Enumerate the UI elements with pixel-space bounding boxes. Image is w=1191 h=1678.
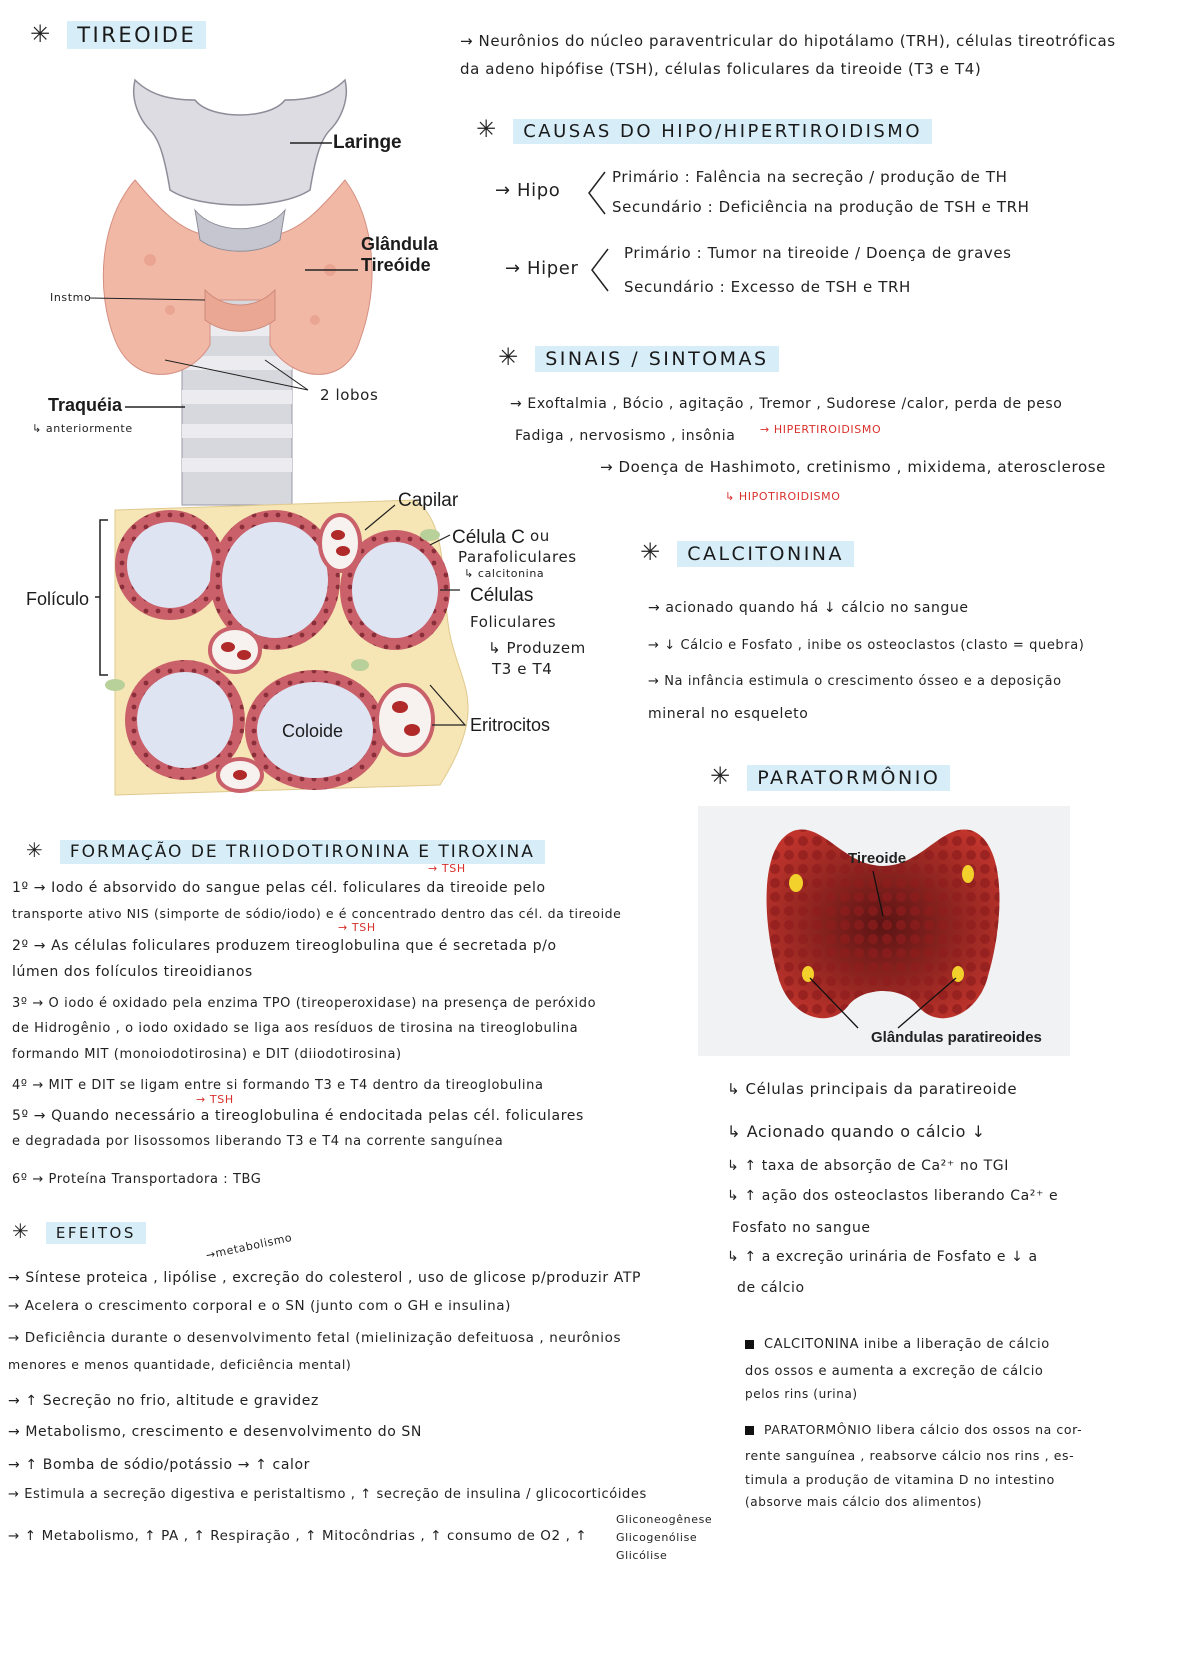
sinais-hipo-tag: ↳ HIPOTIROIDISMO xyxy=(725,490,841,503)
asterisk-icon: ✳ xyxy=(710,762,731,790)
note-calcitonina: CALCITONINA inibe a liberação de cálcio xyxy=(745,1337,1050,1352)
efeitos-line-2: → Acelera o crescimento corporal e o SN (junto com o GH e insulina) xyxy=(8,1298,511,1314)
efeitos-line-4: → ↑ Secreção no frio, altitude e gravidez xyxy=(8,1393,319,1409)
label-glandula: Glândula xyxy=(361,234,439,254)
label-img-paratireoides: Glândulas paratireoides xyxy=(871,1029,1042,1046)
label-celula-c: Célula C xyxy=(452,527,525,548)
tireoide-title: TIREOIDE xyxy=(67,21,206,49)
causas-hiper-primario: Primário : Tumor na tireoide / Doença de graves xyxy=(624,244,1012,262)
note-calcitonina-2: dos ossos e aumenta a excreção de cálcio xyxy=(745,1364,1044,1379)
label-laringe: Laringe xyxy=(333,132,402,153)
formacao-tsh-2: → TSH xyxy=(338,921,376,934)
note-paratormonio-3: timula a produção de vitamina D no intestino xyxy=(745,1472,1055,1487)
efeitos-line-7: → Estimula a secreção digestiva e peristaltismo , ↑ secreção de insulina / glicocorticóides xyxy=(8,1487,647,1502)
formacao-tsh-3: → TSH xyxy=(196,1093,234,1106)
formacao-step-6: 6º → Proteína Transportadora : TBG xyxy=(12,1172,262,1187)
calcitonina-line-1: → acionado quando há ↓ cálcio no sangue xyxy=(648,600,969,616)
efeitos-title: EFEITOS xyxy=(46,1222,146,1244)
calcitonina-line-2: → ↓ Cálcio e Fosfato , inibe os osteoclastos (clasto = quebra) xyxy=(648,638,1085,653)
section-causas-header xyxy=(476,115,932,144)
formacao-step-4: 4º → MIT e DIT se ligam entre si formando T3 e T4 dentro da tireoglobulina xyxy=(12,1078,544,1093)
formacao-step-3c: formando MIT (monoiodotirosina) e DIT (diiodotirosina) xyxy=(12,1047,402,1062)
formacao-step-3b: de Hidrogênio , o iodo oxidado se liga aos resíduos de tirosina na tireoglobulina xyxy=(12,1021,579,1036)
causas-hipo: → Hipo xyxy=(495,180,561,201)
efeitos-line-6: → ↑ Bomba de sódio/potássio → ↑ calor xyxy=(8,1457,311,1473)
causas-hipo-secundario: Secundário : Deficiência na produção de TSH e TRH xyxy=(612,198,1030,216)
asterisk-icon: ✳ xyxy=(476,115,497,143)
section-tireoide-header xyxy=(30,20,206,49)
label-ou: ou xyxy=(530,527,550,545)
asterisk-icon: ✳ xyxy=(498,343,519,371)
paratormonio-line-5: Fosfato no sangue xyxy=(732,1220,871,1236)
brace-hipo xyxy=(585,168,607,218)
calcitonina-title: CALCITONINA xyxy=(677,541,854,567)
note-paratormonio-2: rente sanguínea , reabsorve cálcio nos rins , es- xyxy=(745,1448,1075,1463)
efeitos-line-3b: menores e menos quantidade, deficiência mental) xyxy=(8,1357,352,1372)
efeitos-line-8: → ↑ Metabolismo, ↑ PA , ↑ Respiração , ↑ Mitocôndrias , ↑ consumo de O2 , ↑ xyxy=(8,1528,588,1544)
label-tireoide: Tireóide xyxy=(361,255,431,275)
intro-line-2: da adeno hipófise (TSH), células foliculares da tireoide (T3 e T4) xyxy=(460,60,982,78)
label-anteriormente: ↳ anteriormente xyxy=(32,422,133,435)
formacao-step-2a: 2º → As células foliculares produzem tireoglobulina que é secretada p/o xyxy=(12,938,557,954)
label-eritrocitos: Eritrocitos xyxy=(470,715,551,735)
efeitos-metabolismo-note: →metabolismo xyxy=(204,1230,294,1263)
label-t3t4: T3 e T4 xyxy=(492,660,553,678)
paratormonio-line-2: ↳ Acionado quando o cálcio ↓ xyxy=(727,1122,986,1141)
efeitos-line-5: → Metabolismo, crescimento e desenvolvimento do SN xyxy=(8,1424,422,1440)
sinais-line-3: → Doença de Hashimoto, cretinismo , mixidema, aterosclerose xyxy=(600,458,1106,476)
thyroid-anatomy-illustration xyxy=(40,60,460,510)
efeitos-glicogenolise: Glicogenólise xyxy=(616,1531,698,1544)
section-calcitonina-header xyxy=(640,538,854,567)
calcitonina-line-4: mineral no esqueleto xyxy=(648,706,809,722)
label-calcitonina-note: ↳ calcitonina xyxy=(464,567,545,580)
paratormonio-line-4: ↳ ↑ ação dos osteoclastos liberando Ca²⁺ e xyxy=(727,1188,1059,1204)
sinais-line-1: → Exoftalmia , Bócio , agitação , Tremor , Sudorese /calor, perda de peso xyxy=(510,396,1063,412)
paratormonio-line-6: ↳ ↑ a excreção urinária de Fosfato e ↓ a xyxy=(727,1249,1038,1265)
calcitonina-line-3: → Na infância estimula o crescimento ósseo e a deposição xyxy=(648,674,1062,689)
efeitos-glicolise: Glicólise xyxy=(616,1549,668,1562)
label-parafoliculares: Parafoliculares xyxy=(458,548,577,566)
paratormonio-line-3: ↳ ↑ taxa de absorção de Ca²⁺ no TGI xyxy=(727,1158,1009,1174)
efeitos-line-1: → Síntese proteica , lipólise , excreção do colesterol , uso de glicose p/produzir ATP xyxy=(8,1270,642,1286)
label-foliculo: Folículo xyxy=(26,589,90,609)
asterisk-icon: ✳ xyxy=(26,838,43,862)
asterisk-icon: ✳ xyxy=(640,538,661,566)
label-lobos: 2 lobos xyxy=(320,386,379,404)
formacao-title: FORMAÇÃO DE TRIIODOTIRONINA E TIROXINA xyxy=(60,840,545,864)
label-coloide: Coloide xyxy=(282,721,344,741)
brace-hiper xyxy=(588,245,610,295)
label-capilar: Capilar xyxy=(398,490,459,511)
note-calcitonina-3: pelos rins (urina) xyxy=(745,1387,858,1401)
label-img-tireoide: Tireoide xyxy=(848,850,907,867)
efeitos-gliconeogenese: Gliconeogênese xyxy=(616,1513,713,1526)
square-bullet-icon xyxy=(745,1340,754,1349)
section-sinais-header xyxy=(498,343,779,372)
paratormonio-line-1: ↳ Células principais da paratireoide xyxy=(727,1080,1018,1098)
causas-hiper: → Hiper xyxy=(505,258,579,279)
section-efeitos-header xyxy=(12,1219,146,1244)
formacao-tsh-1: → TSH xyxy=(428,862,466,875)
sinais-title: SINAIS / SINTOMAS xyxy=(535,346,778,372)
formacao-step-1a: 1º → Iodo é absorvido do sangue pelas cél. foliculares da tireoide pelo xyxy=(12,880,546,896)
asterisk-icon: ✳ xyxy=(30,20,51,48)
intro-line-1: → Neurônios do núcleo paraventricular do hipotálamo (TRH), células tireotróficas xyxy=(460,32,1116,50)
label-foliculares: Foliculares xyxy=(470,613,557,631)
section-paratormonio-header xyxy=(710,762,950,791)
formacao-step-3a: 3º → O iodo é oxidado pela enzima TPO (tireoperoxidase) na presença de peróxido xyxy=(12,996,597,1011)
efeitos-line-3a: → Deficiência durante o desenvolvimento fetal (mielinização defeituosa , neurônios xyxy=(8,1330,622,1346)
sinais-hiper-tag: → HIPERTIROIDISMO xyxy=(760,423,882,436)
label-traqueia: Traquéia xyxy=(48,395,123,415)
paratormonio-line-7: de cálcio xyxy=(737,1280,805,1296)
parathyroid-illustration xyxy=(698,806,1070,1056)
asterisk-icon: ✳ xyxy=(12,1219,29,1243)
formacao-step-5b: e degradada por lisossomos liberando T3 e T4 na corrente sanguínea xyxy=(12,1134,504,1149)
formacao-step-2b: lúmen dos folículos tireoidianos xyxy=(12,964,253,980)
square-bullet-icon xyxy=(745,1426,754,1435)
formacao-step-5a: 5º → Quando necessário a tireoglobulina é endocitada pelas cél. foliculares xyxy=(12,1108,584,1124)
formacao-step-1b: transporte ativo NIS (simporte de sódio/iodo) e é concentrado dentro das cél. da tireoide xyxy=(12,906,622,921)
label-istmo: Instmo xyxy=(50,291,92,304)
section-formacao-header xyxy=(26,838,545,864)
causas-hiper-secundario: Secundário : Excesso de TSH e TRH xyxy=(624,278,911,296)
causas-hipo-primario: Primário : Falência na secreção / produção de TH xyxy=(612,168,1008,186)
sinais-line-2: Fadiga , nervosismo , insônia xyxy=(515,428,736,444)
note-paratormonio: PARATORMÔNIO libera cálcio dos ossos na cor- xyxy=(745,1422,1082,1437)
paratormonio-title: PARATORMÔNIO xyxy=(747,765,950,791)
label-celulas: Células xyxy=(470,585,534,606)
causas-title: CAUSAS DO HIPO/HIPERTIROIDISMO xyxy=(513,119,932,144)
label-produzem: ↳ Produzem xyxy=(488,639,586,657)
parathyroid-image-panel xyxy=(698,806,1070,1056)
note-paratormonio-4: (absorve mais cálcio dos alimentos) xyxy=(745,1495,982,1509)
